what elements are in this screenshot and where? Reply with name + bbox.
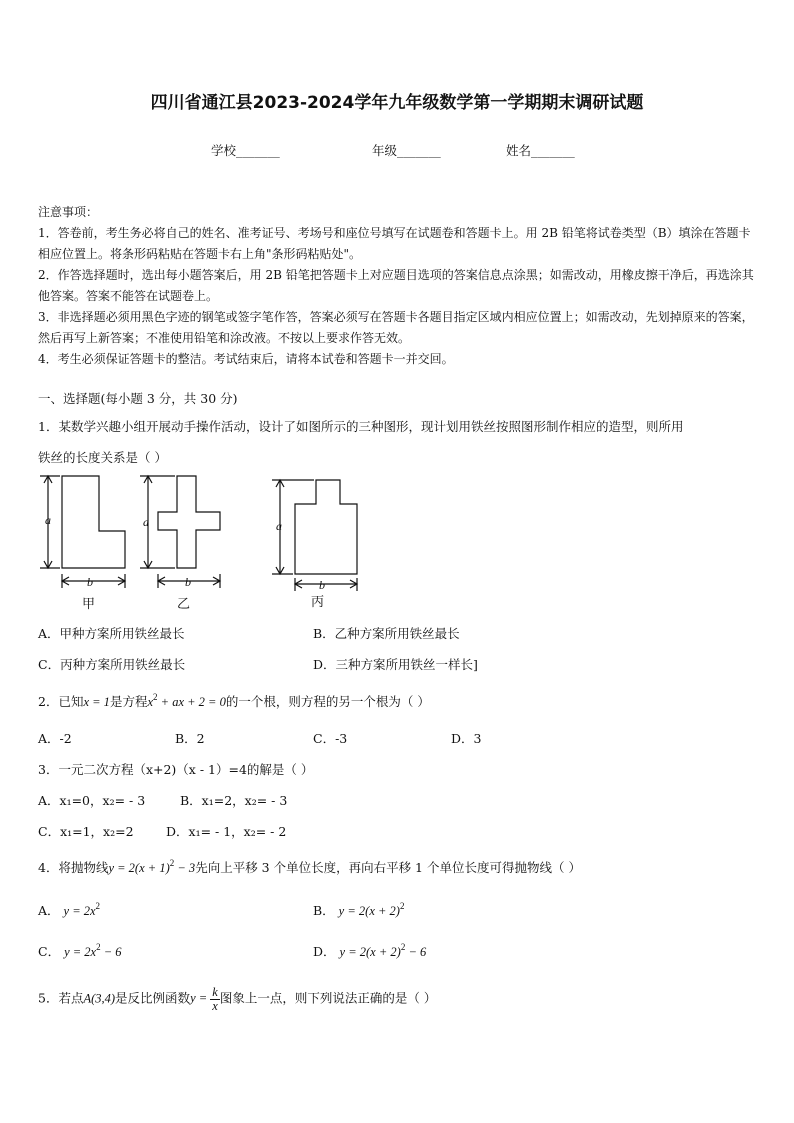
figure-bing-shape [295, 480, 357, 574]
q4-option-b-label: B． [313, 903, 335, 918]
q4-option-a-base: y = 2x [63, 904, 96, 918]
q4-option-c [38, 942, 122, 960]
q4-post: 先向上平移 3 个单位长度，再向右平移 1 个单位长度可得抛物线（ ） [195, 860, 581, 875]
q4-option-b [313, 901, 404, 919]
q4-option-a-exp: 2 [95, 901, 101, 911]
q5-stem [38, 986, 436, 1013]
q2-eq1: x = 1 [83, 695, 110, 709]
q4-option-c-exp: 2 [96, 942, 101, 952]
notice-heading: 注意事项： [38, 205, 99, 219]
q5-function [190, 985, 220, 1013]
q5-y: y = [190, 991, 211, 1006]
q2-option-a: A．-2 [38, 731, 72, 746]
q4-option-a-eq [63, 901, 101, 918]
figure-yi-shape [158, 476, 220, 568]
q5-pre: 5．若点 [38, 990, 84, 1006]
figure-jia-arrow-b [62, 574, 125, 588]
label-a-jia: a [45, 513, 51, 527]
page-title: 四川省通江县2023-2024学年九年级数学第一学期期末调研试题 [150, 93, 644, 113]
q3-option-b: B．x₁=2，x₂= - 3 [180, 793, 288, 808]
q2-stem [38, 692, 430, 710]
q1-option-b: B．乙种方案所用铁丝最长 [313, 626, 460, 641]
notice-item: 4．考生必须保证答题卡的整洁。考试结束后，请将本试卷和答题卡一并交回。 [38, 352, 454, 366]
q4-option-c-rest: − 6 [100, 945, 122, 959]
q2-eq2-rest: + ax + 2 = 0 [157, 695, 226, 709]
caption-bing: 丙 [311, 594, 325, 609]
q4-stem [38, 858, 581, 876]
q4-pre: 4．将抛物线 [38, 860, 109, 875]
q4-option-c-eq [64, 942, 122, 959]
q4-eq-b: − 3 [174, 861, 196, 875]
q4-option-a-label: A． [38, 903, 60, 918]
q5-point: A(3,4) [83, 991, 116, 1006]
label-b-yi: b [185, 575, 191, 589]
q5-mid: 是反比例函数 [115, 990, 191, 1006]
label-b-bing: b [319, 578, 325, 592]
figure-bing-arrow-b [295, 578, 357, 591]
q4-option-b-exp: 2 [399, 901, 405, 911]
q5-denominator: x [212, 999, 218, 1013]
q2-option-d: D．3 [451, 731, 482, 746]
q2-option-b: B．2 [175, 731, 205, 746]
q1-option-c: C．丙种方案所用铁丝最长 [38, 657, 186, 672]
school-field: 学校_______ [211, 143, 280, 158]
q5-numerator: k [212, 985, 218, 999]
q4-option-c-label: C． [38, 944, 61, 959]
q4-eq-exp: 2 [169, 858, 175, 868]
q5-post: 图象上一点，则下列说法正确的是（ ） [219, 990, 437, 1006]
q4-option-d-base: y = 2(x + 2) [339, 945, 401, 959]
caption-yi: 乙 [177, 596, 191, 611]
q1-stem-line1: 1．某数学兴趣小组开展动手操作活动，设计了如图所示的三种图形，现计划用铁丝按照图形制作相应的造型，则所用 [38, 419, 684, 434]
q3-option-d: D．x₁= - 1，x₂= - 2 [166, 824, 287, 839]
q2-eq2 [147, 692, 226, 709]
grade-field: 年级_______ [372, 143, 441, 158]
caption-jia: 甲 [82, 596, 96, 611]
section-heading: 一、选择题(每小题 3 分，共 30 分) [38, 391, 238, 406]
q1-option-d: D．三种方案所用铁丝一样长] [313, 657, 478, 672]
q1-option-a: A．甲种方案所用铁丝最长 [38, 626, 185, 641]
label-a-yi: a [143, 515, 149, 529]
q4-eq-a: y = 2(x + 1) [108, 861, 170, 875]
q1-stem-line2: 铁丝的长度关系是（ ） [38, 450, 167, 465]
label-b-jia: b [87, 575, 93, 589]
q2-pre: 2．已知 [38, 694, 84, 709]
q2-eq2-x: x [147, 695, 154, 709]
q4-eq [108, 858, 196, 875]
name-field: 姓名_______ [506, 143, 575, 158]
q2-post: 的一个根，则方程的另一个根为（ ） [225, 694, 430, 709]
figure-jia-shape [62, 476, 125, 568]
q2-mid: 是方程 [109, 694, 148, 709]
q4-option-b-base: y = 2(x + 2) [338, 904, 400, 918]
q5-fraction [210, 986, 220, 1013]
q4-option-d-exp: 2 [400, 942, 406, 952]
label-a-bing: a [276, 519, 282, 533]
notice-item: 1．答卷前，考生务必将自己的姓名、准考证号、考场号和座位号填写在试题卷和答题卡上。用 2B 铅笔将试卷类型（B）填涂在答题卡相应位置上。将条形码粘贴在答题卡右上角"条形码粘贴处"。 [38, 226, 751, 261]
q3-option-c: C．x₁=1，x₂=2 [38, 824, 134, 839]
q4-option-b-eq [338, 901, 405, 918]
q4-option-d-label: D． [313, 944, 336, 959]
q1-figures [36, 470, 376, 615]
q4-option-a [38, 901, 100, 919]
q2-option-c: C．-3 [313, 731, 348, 746]
notice-block [38, 202, 758, 370]
q4-option-c-base: y = 2x [64, 945, 97, 959]
notice-item: 3．非选择题必须用黑色字迹的钢笔或签字笔作答，答案必须写在答题卡各题目指定区域内相应位置上；如需改动，先划掉原来的答案，然后再写上新答案；不准使用铅笔和涂改液。不按以上要求作答无效。 [38, 310, 754, 345]
q4-option-d [313, 942, 426, 960]
q4-option-d-eq [339, 942, 427, 959]
q4-option-d-rest: − 6 [405, 945, 427, 959]
q3-option-a: A．x₁=0，x₂= - 3 [38, 793, 146, 808]
q2-eq2-exp: 2 [153, 692, 158, 702]
notice-item: 2．作答选择题时，选出每小题答案后，用 2B 铅笔把答题卡上对应题目选项的答案信息点涂黑；如需改动，用橡皮擦干净后，再选涂其他答案。答案不能答在试题卷上。 [38, 268, 754, 303]
q3-stem: 3．一元二次方程（x+2)（x - 1）=4的解是（ ） [38, 762, 314, 777]
